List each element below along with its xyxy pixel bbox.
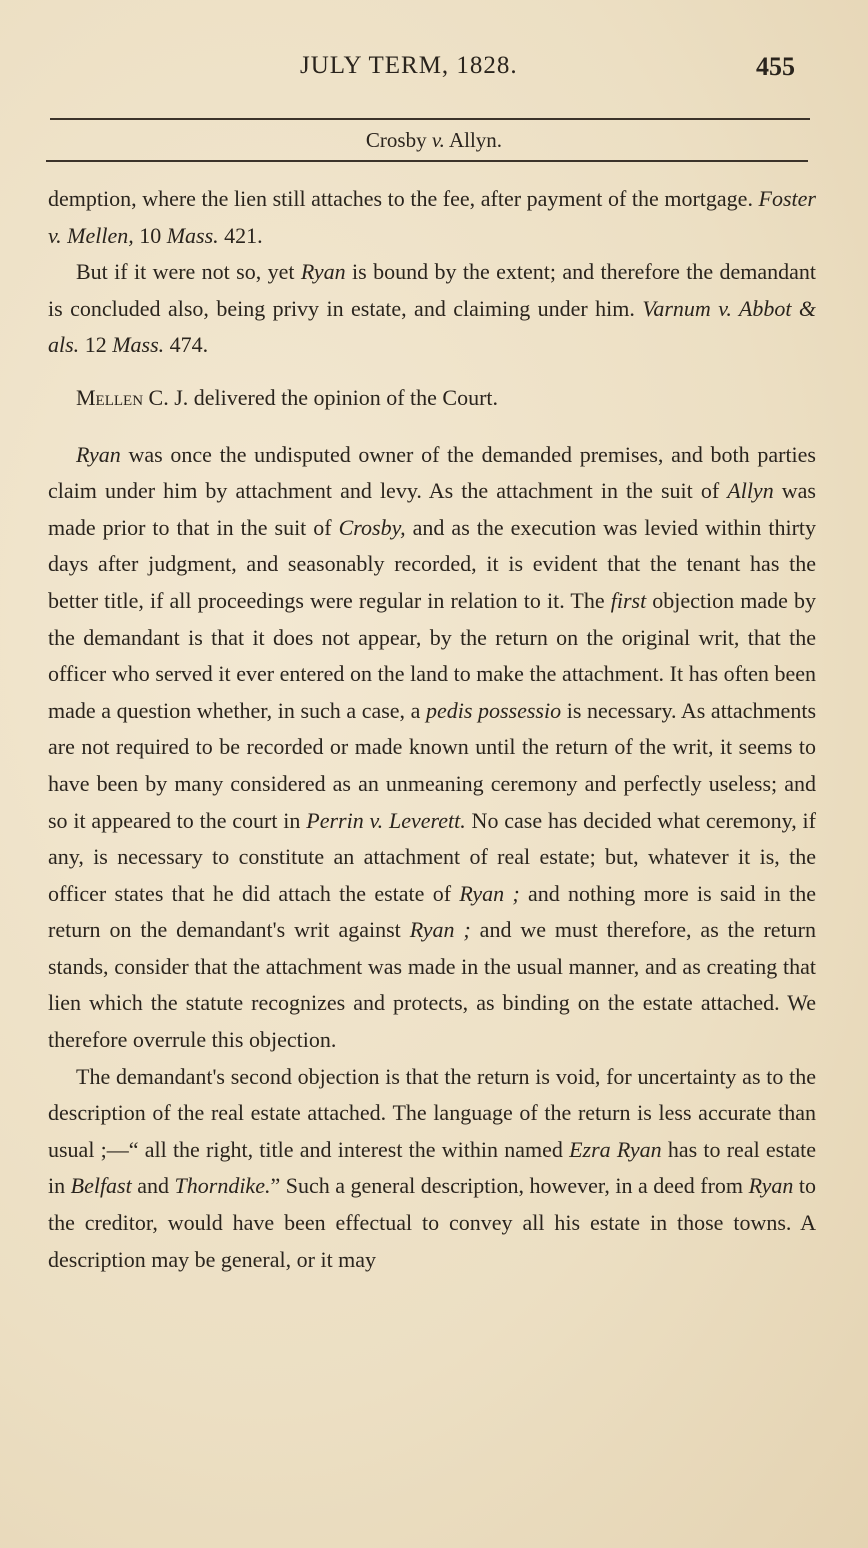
paragraph-opinion-first [48, 437, 816, 1059]
italic-run: Ryan [300, 259, 346, 285]
text-run: to the creditor, would have been effectual to convey all his estate in those towns. A description may be general, or it may [48, 1173, 816, 1272]
case-title [0, 128, 868, 153]
text-run: No case has decided what ceremony, if any, is necessary to constitute an attachment of real estate; but, whatever it is, the officer states that he did attach the estate of [48, 807, 816, 906]
text-run: But if it were not so, yet [76, 259, 301, 285]
text-run: and [131, 1173, 175, 1199]
text-run: and we must therefore, as the return stands, consider that the attachment was made in the usual manner, and as creating that lien which the statute recognizes and protects, as binding on the estate attached. We therefore overrule this objection. [48, 917, 816, 1053]
text-run: 474. [164, 332, 209, 358]
italic-run: Varnum v. Abbot & als. [48, 295, 816, 358]
header-rule-top [50, 118, 810, 120]
text-run: objection made by the demandant is that it does not appear, by the return on the original writ, that the officer who served it ever entered on the land to make the attachment. It has often been made a question whether, in such a case, a [48, 587, 816, 723]
italic-run: first [610, 587, 647, 613]
paragraph-opinion-second [48, 1059, 816, 1279]
italic-run: Thorndike. [174, 1173, 271, 1199]
case-title-plaintiff: Crosby [365, 128, 432, 152]
italic-run: Ryan [76, 441, 121, 467]
text-run: is bound by the extent; and therefore the demandant is concluded also, being privy in estate, and claiming under him. [48, 259, 816, 321]
italic-run: Ryan ; [459, 880, 520, 906]
text-run: has to real estate in [48, 1136, 816, 1199]
running-head: JULY TERM, 1828. [300, 52, 518, 79]
page-number: 455 [756, 52, 795, 81]
text-run: 421. [218, 222, 263, 248]
italic-run: Ezra Ryan [569, 1136, 662, 1162]
text-run: ” Such a general description, however, in a deed from [270, 1173, 749, 1199]
small-caps-run: Mellen [76, 384, 144, 410]
italic-run: Crosby, [338, 514, 406, 540]
paragraph-opinion-intro [48, 380, 816, 417]
paragraph-argument-second [48, 254, 816, 364]
italic-run: pedis possessio [425, 697, 562, 723]
header-rule-bottom [46, 160, 808, 162]
text-run: C. J. delivered the opinion of the Court. [143, 384, 499, 410]
italic-run: Foster v. Mellen, [48, 186, 816, 248]
text-run: 12 [79, 332, 113, 358]
text-run: was once the undisputed owner of the demanded premises, and both parties claim under him by attachment and levy. As the attachment in the suit of [48, 441, 816, 504]
italic-run: Perrin v. Leverett. [306, 807, 466, 833]
text-run: and as the execution was levied within thirty days after judgment, and seasonably recorded, it is evident that the tenant has the better title, if all proceedings were regular in relation to it. The [48, 514, 817, 613]
italic-run: Mass. [112, 332, 165, 358]
text-run: was made prior to that in the suit of [48, 478, 816, 540]
text-run: demption, where the lien still attaches to the fee, after payment of the mortgage. [48, 186, 759, 211]
italic-run: Allyn [727, 478, 774, 504]
text-run: is necessary. As attachments are not required to be recorded or made known until the return of the writ, it seems to have been by many considered as an unmeaning ceremony and perfectly useless; and so it appeared to the court in [48, 697, 816, 833]
body-text [48, 181, 816, 1278]
italic-run: Mass. [166, 222, 219, 248]
text-run: The demandant's second objection is that the return is void, for uncertainty as to the description of the real estate attached. The language of the return is less accurate than usual ;—“ all the right, title and interest the within named [48, 1063, 816, 1162]
case-title-defendant: Allyn. [444, 128, 503, 152]
case-title-versus: v. [431, 128, 445, 152]
italic-run: Ryan ; [409, 917, 471, 943]
italic-run: Belfast [70, 1173, 132, 1199]
italic-run: Ryan [748, 1173, 794, 1199]
text-run: and nothing more is said in the return on the demandant's writ against [48, 880, 816, 943]
text-run: 10 [133, 222, 167, 248]
paragraph-argument-end [48, 181, 816, 254]
